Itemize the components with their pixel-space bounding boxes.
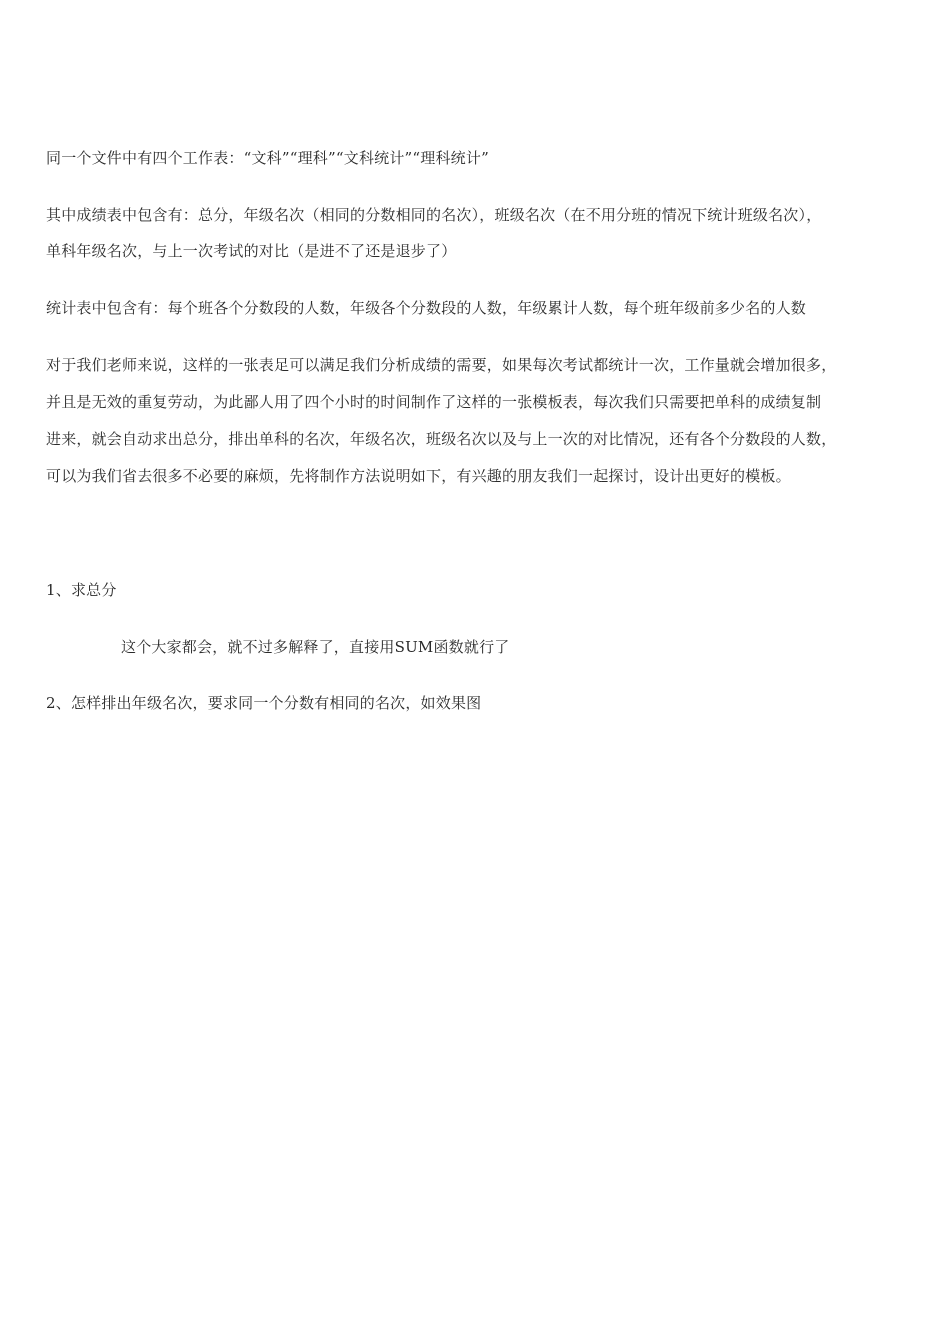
intro-worksheets-line: 同一个文件中有四个工作表：“文科”“理科”“文科统计”“理科统计” — [46, 149, 489, 167]
purpose-paragraph-line-3: 进来，就会自动求出总分，排出单科的名次，年级名次，班级名次以及与上一次的对比情况，还有各个分数段的人数， — [46, 430, 837, 448]
section-1-heading: 1、求总分 — [46, 581, 117, 599]
stats-table-contents-line: 统计表中包含有：每个班各个分数段的人数，年级各个分数段的人数，年级累计人数，每个班年级前多少名的人数 — [46, 299, 807, 317]
purpose-paragraph-line-4: 可以为我们省去很多不必要的麻烦，先将制作方法说明如下，有兴趣的朋友我们一起探讨，设计出更好的模板。 — [46, 467, 791, 485]
purpose-paragraph-line-1: 对于我们老师来说，这样的一张表足可以满足我们分析成绩的需要，如果每次考试都统计一次，工作量就会增加很多， — [46, 356, 837, 374]
section-1-body: 这个大家都会，就不过多解释了，直接用SUM函数就行了 — [121, 638, 510, 656]
purpose-paragraph-line-2: 并且是无效的重复劳动，为此鄙人用了四个小时的时间制作了这样的一张模板表，每次我们只需要把单科的成绩复制 — [46, 393, 822, 411]
score-table-contents-line-2: 单科年级名次，与上一次考试的对比（是进不了还是退步了） — [46, 242, 457, 260]
score-table-contents-line-1: 其中成绩表中包含有：总分，年级名次（相同的分数相同的名次），班级名次（在不用分班的情况下统计班级名次）， — [46, 206, 822, 224]
section-2-heading: 2、怎样排出年级名次，要求同一个分数有相同的名次，如效果图 — [46, 694, 482, 712]
